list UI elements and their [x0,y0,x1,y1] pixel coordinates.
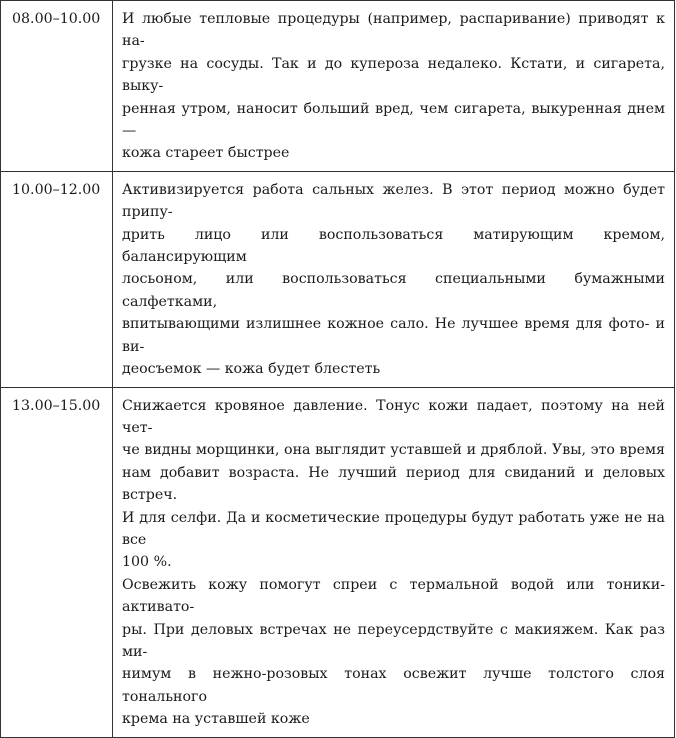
table-row [1,1,675,172]
table-row [1,387,675,737]
text-line: крема на уставшей коже [122,711,310,728]
description-cell [113,387,675,737]
text-line: нам добавит возраста. Не лучший период для свиданий и деловых встреч. [122,464,665,504]
time-cell: 13.00–15.00 [1,387,113,737]
text-line: грузке на сосуды. Так и до купероза недалеко. Кстати, и сигарета, выку- [122,55,665,95]
text-line: дрить лицо или воспользоваться матирующим кремом, балансирующим [122,226,665,266]
text-line: Активизируется работа сальных желез. В этот период можно будет припу- [122,181,665,221]
text-line: 100 %. [122,554,172,571]
table-row [1,171,675,387]
text-line: И для селфи. Да и косметические процедуры будут работать уже не на все [122,509,665,548]
description-cell [113,171,675,387]
text-line: че видны морщинки, она выглядит уставшей и дряблой. Увы, это время [122,442,665,459]
description-cell [113,1,675,172]
text-line: кожа стареет быстрее [122,145,290,162]
text-line: лосьоном, или воспользоваться специальными бумажными салфетками, [122,271,665,310]
time-cell: 08.00–10.00 [1,1,113,172]
text-line: И любые тепловые процедуры (например, распаривание) приводят к на- [122,11,665,50]
text-line: деосъемок — кожа будет блестеть [122,361,381,378]
text-line: Снижается кровяное давление. Тонус кожи падает, поэтому на ней чет- [122,397,665,436]
text-line: ренная утром, наносит больший вред, чем сигарета, выкуренная днем — [122,100,665,140]
text-line: Освежить кожу помогут спреи с термальной водой или тоники-активато- [122,576,665,616]
text-line: впитывающими излишнее кожное сало. Не лучшее время для фото- и ви- [122,316,665,355]
text-line: ры. При деловых встречах не переусердствуйте с макияжем. Как раз ми- [122,621,665,660]
time-cell: 10.00–12.00 [1,171,113,387]
text-line: нимум в нежно-розовых тонах освежит лучше толстого слоя тонального [122,666,665,705]
